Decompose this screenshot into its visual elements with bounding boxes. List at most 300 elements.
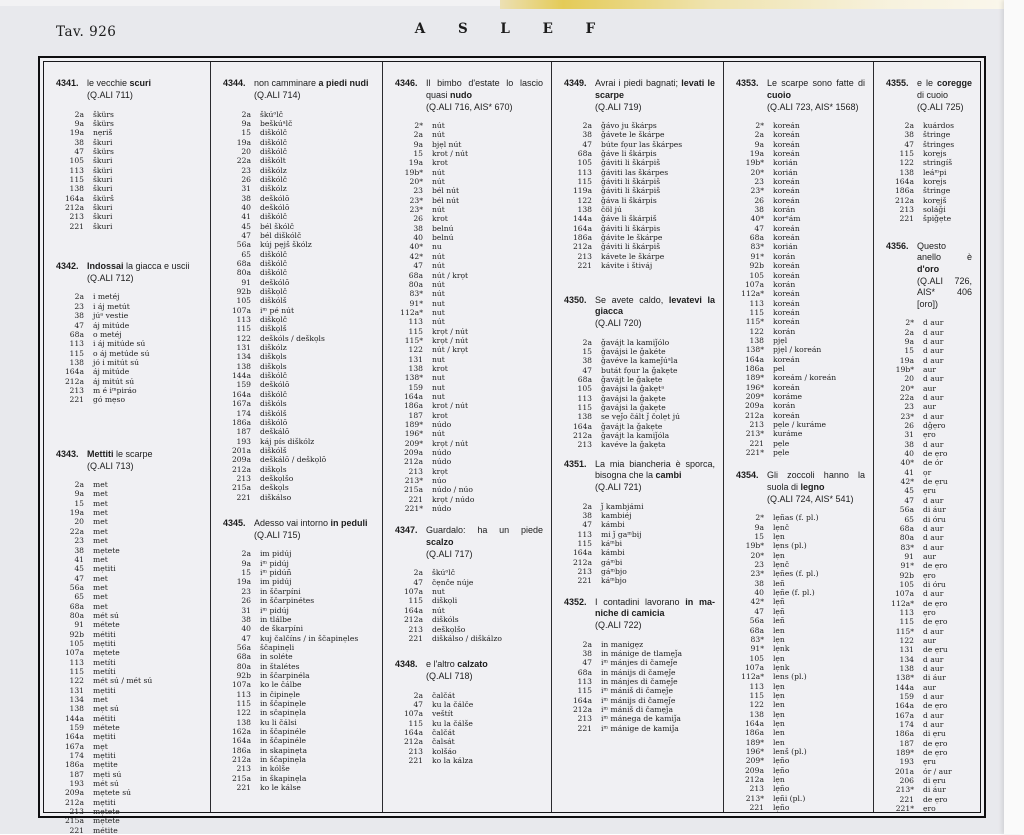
dialect-row <box>395 411 547 420</box>
title-text: le scarpe <box>113 448 153 459</box>
dialect-form: i áj metút <box>93 301 130 311</box>
locality-number: 2a <box>241 109 251 119</box>
dialect-row <box>736 626 869 635</box>
locality-number: 47 <box>904 495 914 505</box>
locality-number: 107a <box>64 648 84 658</box>
dialect-row <box>395 130 547 139</box>
dialect-form: di áur <box>923 673 946 683</box>
dialect-form: nút <box>432 289 445 299</box>
locality-number: 164a <box>894 177 914 187</box>
dialect-form: in ščarpinétes <box>260 596 315 606</box>
dialect-form: iᵐ mánige de kamiǰa <box>601 723 679 733</box>
locality-number: 193 <box>69 779 84 789</box>
dialect-row <box>886 543 976 552</box>
dialect-row <box>886 552 976 561</box>
dialect-row <box>223 774 378 783</box>
dialect-form: ǧavájsi la ǧakẹte <box>601 393 666 403</box>
title-text: Se avete caldo, <box>595 294 669 305</box>
dialect-row <box>886 683 976 692</box>
dialect-row <box>886 393 976 402</box>
dialect-row <box>736 233 869 242</box>
dialect-row <box>395 476 547 485</box>
dialect-form: korẹjs <box>923 149 947 159</box>
dialect-row <box>223 409 378 418</box>
dialect-form: lẹn <box>773 681 785 691</box>
dialect-form: met <box>93 536 108 546</box>
dialect-form: kúj pẹjš škólz <box>260 240 312 250</box>
dialect-form: diškólč <box>260 268 288 278</box>
dialect-row <box>223 493 378 502</box>
locality-number: 138 <box>899 664 914 673</box>
dialect-row <box>223 175 378 184</box>
locality-number: 186a <box>231 417 251 427</box>
locality-number: 213 <box>236 764 251 774</box>
dialect-form: gáᵐbjo <box>601 567 627 577</box>
locality-number: 209* <box>745 756 764 766</box>
locality-number: 144a <box>894 682 914 692</box>
locality-number: 56a <box>69 582 84 592</box>
paper-edge <box>1004 0 1024 834</box>
locality-number: 221 <box>236 492 251 502</box>
locality-number: 92b <box>236 670 251 680</box>
dialect-form: deškólō <box>260 193 290 203</box>
locality-number: 19b* <box>745 541 764 551</box>
dialect-form: škürs <box>93 146 114 156</box>
locality-number: 15 <box>74 498 84 508</box>
dialect-row <box>736 364 869 373</box>
dialect-row <box>223 483 378 492</box>
dialect-form: diškólz <box>260 343 287 353</box>
dialect-form: lẹn <box>773 532 785 542</box>
title-keyword: Mettiti <box>87 448 114 459</box>
entry-number: 4353. <box>736 78 759 88</box>
dialect-row <box>223 418 378 427</box>
dialect-row <box>56 128 206 137</box>
locality-number: 68a <box>69 601 84 611</box>
locality-number: 115 <box>408 596 423 606</box>
locality-number: 212a <box>572 242 592 252</box>
dialect-row <box>56 156 206 165</box>
locality-number: 186a <box>403 401 423 411</box>
dialect-row <box>223 203 378 212</box>
title-text: Guardalo: ha un piede <box>426 525 543 536</box>
dialect-row <box>564 140 719 149</box>
dialect-row <box>223 624 378 633</box>
dialect-row <box>223 278 378 287</box>
locality-number: 105 <box>899 579 914 589</box>
locality-number: 138 <box>899 167 914 177</box>
entry-4341 <box>56 78 206 231</box>
locality-number: 40* <box>900 458 914 468</box>
entry-questionnaire-ref: (Q.ALI 721) <box>595 482 642 493</box>
dialect-form: len <box>773 700 785 710</box>
dialect-form: de ẹro <box>923 598 948 608</box>
dialect-form: d aur <box>923 720 944 730</box>
dialect-form: in mánige de tlamẹǰa <box>601 649 682 659</box>
dialect-row <box>56 330 206 339</box>
locality-number: 68a <box>899 523 914 533</box>
dialect-row <box>395 373 547 382</box>
dialect-row <box>564 205 719 214</box>
dialect-form: in ščapinéle <box>260 736 307 746</box>
dialect-row <box>564 640 719 649</box>
dialect-row <box>395 149 547 158</box>
dialect-form: koreán <box>773 382 800 392</box>
dialect-row <box>886 701 976 710</box>
locality-number: 113 <box>577 529 592 539</box>
locality-number: 221* <box>404 504 423 514</box>
dialect-row <box>886 402 976 411</box>
dialect-row <box>395 719 547 728</box>
dialect-form: de ẹro <box>923 794 948 804</box>
dialect-form: di óru <box>923 579 946 589</box>
dialect-row <box>886 318 976 327</box>
locality-number: 41 <box>904 467 914 477</box>
dialect-form: diškọli <box>432 596 458 606</box>
locality-number: 23 <box>754 177 764 187</box>
dialect-row <box>223 746 378 755</box>
entry-title <box>564 459 719 494</box>
locality-number: 213 <box>236 473 251 483</box>
dialect-form: krọt / nút <box>432 326 469 336</box>
dialect-form: korẹjš <box>923 195 947 205</box>
locality-number: 20* <box>750 167 764 177</box>
dialect-form: krot / nút <box>432 401 469 411</box>
title-keyword: cuoio <box>767 89 791 100</box>
locality-number: 215a <box>64 816 84 826</box>
dialect-row <box>564 403 719 412</box>
locality-number: 15 <box>241 128 251 138</box>
locality-number: 80a <box>236 268 251 278</box>
dialect-form: d aur <box>923 542 944 552</box>
dialect-row <box>564 384 719 393</box>
dialect-row <box>395 327 547 336</box>
locality-number: 92b <box>899 570 914 580</box>
dialect-form: métite <box>93 825 118 835</box>
locality-number: 80a <box>899 533 914 543</box>
locality-number: 107a <box>744 662 764 672</box>
dialect-row <box>56 620 206 629</box>
dialect-form: i áj mitúde sú <box>93 339 146 349</box>
dialect-row <box>886 177 976 186</box>
locality-number: 38 <box>241 614 251 624</box>
dialect-row <box>736 803 869 812</box>
dialect-row <box>56 816 206 825</box>
locality-number: 19b* <box>895 365 914 374</box>
dialect-row <box>886 515 976 524</box>
locality-number: 38 <box>904 439 914 449</box>
dialect-row <box>56 751 206 760</box>
dialect-row <box>736 401 869 410</box>
title-keyword: in ma-niche di camicia <box>595 596 715 619</box>
dialect-row <box>564 158 719 167</box>
locality-number: 40 <box>904 449 914 459</box>
dialect-form: ku la čálče <box>432 700 474 710</box>
dialect-form: káj pís diškólz <box>260 436 315 446</box>
dialect-row <box>736 682 869 691</box>
dialect-row <box>56 138 206 147</box>
dialect-row <box>736 383 869 392</box>
dialect-form: krot <box>432 158 448 168</box>
locality-number: 20* <box>409 177 423 187</box>
atlas-title: A S L E F <box>414 21 610 37</box>
dialect-row <box>395 299 547 308</box>
dialect-form: diškólč <box>260 389 288 399</box>
locality-number: 212a <box>744 410 764 420</box>
locality-number: 91* <box>750 251 764 261</box>
dialect-form: d aur <box>923 589 944 599</box>
locality-number: 83* <box>900 542 914 552</box>
locality-number: 213 <box>577 567 592 577</box>
dialect-form: kuj čalčíns / in ščapinẹles <box>260 633 359 643</box>
locality-number: 2a <box>74 109 84 119</box>
dialect-row <box>886 214 976 223</box>
dialect-form: de ẹru <box>923 645 948 655</box>
entry-questionnaire-ref: (Q.ALI 722) <box>595 620 642 631</box>
dialect-form: ko la kálza <box>432 756 474 766</box>
dialect-form: d aur <box>923 336 944 346</box>
dialect-row <box>736 513 869 522</box>
title-text: e l'altro <box>426 659 458 670</box>
entry-title-text <box>595 78 719 113</box>
entry-number: 4348. <box>395 659 418 670</box>
locality-number: 164a <box>744 718 764 728</box>
dialect-row <box>56 742 206 751</box>
dialect-form: ẹru <box>923 486 937 496</box>
dialect-row <box>223 371 378 380</box>
dialect-form: d aur <box>923 346 944 356</box>
locality-number: 215a <box>231 483 251 493</box>
dialect-row <box>395 728 547 737</box>
dialect-row <box>886 739 976 748</box>
locality-number: 213 <box>69 807 84 817</box>
dialect-form: núdo / núo <box>432 485 473 495</box>
locality-number: 2a <box>74 292 84 302</box>
dialect-row <box>886 599 976 608</box>
locality-number: 221 <box>236 783 251 793</box>
dialect-row <box>395 121 547 130</box>
entry-title-text <box>426 659 547 683</box>
entry-number: 4349. <box>564 78 587 88</box>
locality-number: 91 <box>904 551 914 561</box>
locality-number: 112a* <box>400 307 423 317</box>
dialect-form: deškálō / deškọlō <box>260 455 327 465</box>
dialect-row <box>564 224 719 233</box>
dialect-row <box>564 233 719 242</box>
dialect-form: mẹtiti <box>93 797 116 807</box>
dialect-form: áj mitúde <box>93 320 130 330</box>
dialect-form: ǧavájsi la ǧakẹte <box>601 402 666 412</box>
locality-number: 115 <box>69 666 84 676</box>
locality-number: 115 <box>408 718 423 728</box>
dialect-row <box>223 222 378 231</box>
dialect-form: krot <box>432 410 448 420</box>
dialect-form: met <box>93 554 108 564</box>
dialect-form: bjẹl nút <box>432 139 462 149</box>
dialect-row <box>56 321 206 330</box>
locality-number: 174 <box>69 751 84 761</box>
dialect-form: koráme <box>773 391 803 401</box>
locality-number: 159 <box>236 380 251 390</box>
locality-number: 144a <box>64 713 84 723</box>
locality-number: 206 <box>899 776 914 786</box>
dialect-row <box>886 608 976 617</box>
locality-number: 38 <box>582 130 592 140</box>
locality-number: 164a <box>403 605 423 615</box>
dialect-form: ku la čálše <box>432 718 473 728</box>
dialect-row <box>886 617 976 626</box>
dialect-row <box>56 499 206 508</box>
entry-4351 <box>564 459 719 586</box>
locality-number: 221 <box>408 494 423 504</box>
dialect-form: iᵐ mánijs di čamẹǰe <box>601 695 676 705</box>
dialect-row <box>564 356 719 365</box>
dialect-row <box>395 429 547 438</box>
locality-number: 2a <box>74 480 84 490</box>
dialect-form: koreán <box>773 298 800 308</box>
dialect-row <box>736 242 869 251</box>
dialect-form: ǧáve li škárpiš <box>601 214 657 224</box>
dialect-form: koreán <box>773 177 800 187</box>
locality-number: 2* <box>414 121 423 130</box>
locality-number: 213* <box>895 785 914 795</box>
locality-number: 122 <box>69 676 84 686</box>
dialect-form: ščapinẹli <box>260 642 295 652</box>
locality-number: 22a <box>69 526 84 536</box>
locality-number: 107a <box>231 680 251 690</box>
locality-number: 187 <box>899 738 914 748</box>
locality-number: 20* <box>900 383 914 393</box>
dialect-form: iᵐ pidúj <box>260 605 289 615</box>
locality-number: 164a <box>231 389 251 399</box>
title-text: Adesso vai intorno <box>254 517 331 528</box>
locality-number: 47 <box>754 223 764 233</box>
dialect-row <box>736 289 869 298</box>
dialect-row <box>395 485 547 494</box>
dialect-form: núdo <box>432 420 452 429</box>
dialect-form: lẹnč <box>773 522 790 532</box>
locality-number: 144a <box>231 371 251 381</box>
dialect-form: aur <box>923 551 937 561</box>
dialect-row <box>736 644 869 653</box>
dialect-row <box>56 395 206 404</box>
locality-number: 122 <box>577 195 592 205</box>
dialect-row <box>886 449 976 458</box>
dialect-form: pjẹl <box>773 335 788 345</box>
column-2 <box>210 62 382 812</box>
locality-number: 2a <box>582 121 592 130</box>
locality-number: 107a <box>403 587 423 597</box>
locality-number: 9a <box>413 139 423 149</box>
locality-number: 47 <box>582 365 592 375</box>
dialect-row <box>395 439 547 448</box>
dialect-form: štringe <box>923 130 951 140</box>
locality-number: 42* <box>900 477 914 487</box>
locality-number: 209a <box>64 788 84 798</box>
dialect-form: ko le kálse <box>260 783 301 793</box>
entry-questionnaire-ref: (Q.ALI 719) <box>595 101 642 112</box>
locality-number: 115 <box>69 348 84 358</box>
locality-number: 91 <box>241 277 251 287</box>
locality-number: 215a <box>403 485 423 495</box>
dialect-row <box>886 645 976 654</box>
dialect-row <box>395 737 547 746</box>
dialect-form: nút <box>432 167 445 177</box>
dialect-row <box>564 714 719 723</box>
locality-number: 65 <box>74 592 84 602</box>
locality-number: 23 <box>241 165 251 175</box>
dialect-row <box>395 289 547 298</box>
dialect-row <box>736 579 869 588</box>
dialect-row <box>564 576 719 585</box>
locality-number: 68a <box>236 652 251 662</box>
locality-number: 193 <box>236 436 251 446</box>
dialect-form: škürš <box>93 193 114 203</box>
locality-number: 186a <box>231 745 251 755</box>
dialect-form: mẹtiti <box>93 732 116 742</box>
locality-number: 68a <box>577 374 592 384</box>
dialect-row <box>56 695 206 704</box>
locality-number: 38 <box>582 356 592 366</box>
dialect-row <box>56 714 206 723</box>
locality-number: 65 <box>241 249 251 259</box>
entry-questionnaire-ref: (Q.ALI 715) <box>254 529 301 540</box>
dialect-row <box>736 541 869 550</box>
dialect-row <box>395 186 547 195</box>
entry-title <box>886 78 976 113</box>
locality-number: 105 <box>577 158 592 168</box>
dialect-form: mẹtiti <box>93 564 116 574</box>
locality-number: 138* <box>895 673 914 683</box>
locality-number: 138* <box>745 345 764 355</box>
locality-number: 26 <box>904 421 914 431</box>
locality-number: 138 <box>69 357 84 367</box>
dialect-form: aur <box>923 635 937 645</box>
dialect-form: koreán <box>773 233 800 243</box>
dialect-row <box>564 668 719 677</box>
dialect-row <box>736 784 869 793</box>
dialect-form: čẹnče núje <box>432 577 474 587</box>
dialect-form: koreán <box>773 139 800 149</box>
dialect-row <box>564 558 719 567</box>
dialect-row <box>395 252 547 261</box>
locality-number: 164a <box>894 701 914 711</box>
dialect-form: kávite i štiváj <box>601 261 653 271</box>
dialect-row <box>564 431 719 440</box>
dialect-row <box>395 158 547 167</box>
dialect-form: diškálso / diškálzo <box>432 633 502 643</box>
dialect-row <box>886 729 976 738</box>
plate-number: Tav. 926 <box>56 24 117 40</box>
locality-number: 2a <box>413 690 423 700</box>
dialect-row <box>56 779 206 788</box>
locality-number: 138 <box>749 709 764 719</box>
dialect-row <box>736 411 869 420</box>
locality-number: 189* <box>895 748 914 758</box>
dialect-row <box>886 571 976 580</box>
dialect-form: lẹño <box>773 784 790 794</box>
locality-number: 215a <box>231 773 251 783</box>
locality-number: 115 <box>577 177 592 187</box>
dialect-row <box>395 467 547 476</box>
dialect-form: škuri <box>93 212 113 222</box>
dialect-form: bél nút <box>432 186 460 196</box>
title-text: di cuoio <box>917 89 949 100</box>
dialect-row <box>56 611 206 620</box>
column-6 <box>873 62 980 812</box>
dialect-form: in ščarpinéla <box>260 670 310 680</box>
dialect-form: m é iᵐpiráo <box>93 385 137 395</box>
